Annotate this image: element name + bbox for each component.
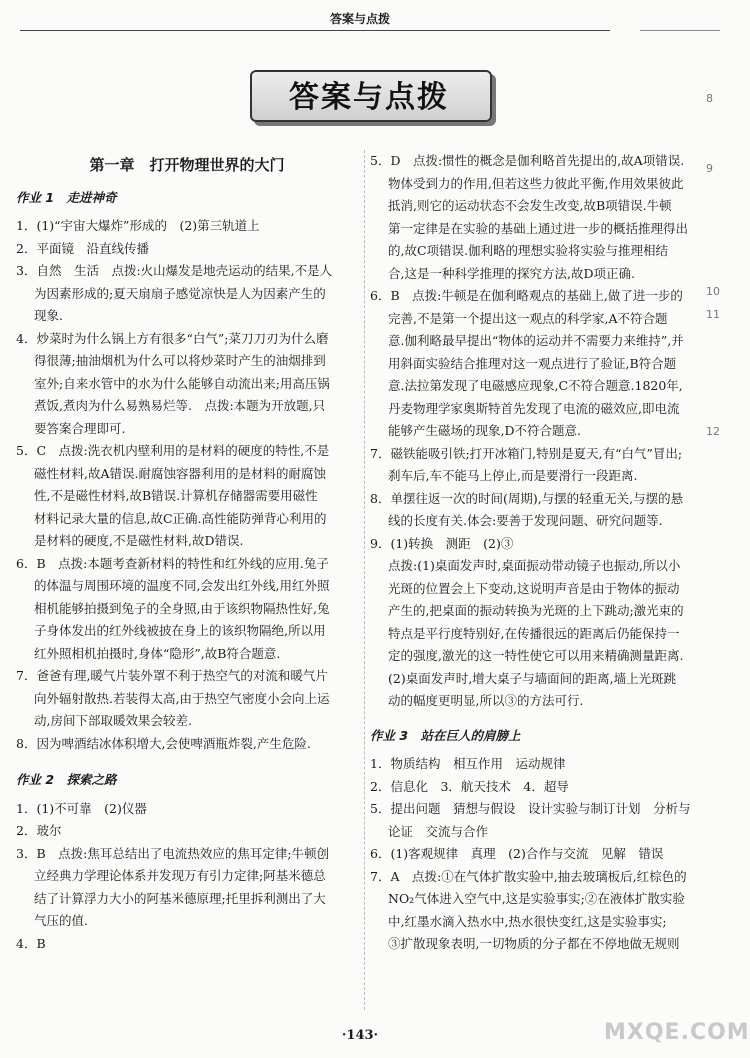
answer-line: 5．D 点拨:惯性的概念是伽利略首先提出的,故A项错误.: [370, 153, 685, 168]
answer-line: (2)桌面发声时,增大桌子与墙面间的距离,墙上光斑跳: [388, 670, 677, 686]
answer-line: 磁性材料,故A错误.耐腐蚀容器利用的是材料的耐腐蚀: [34, 465, 326, 481]
answer-line: 气压的值.: [34, 913, 88, 928]
answer-line: 为因素形成的;夏天扇扇子感觉凉快是人为因素产生的: [34, 285, 326, 301]
answer-line: 能够产生磁场的现象,D不符合题意.: [388, 423, 581, 438]
answer-line: 是材料的硬度,不是磁性材料,故D错误.: [34, 533, 244, 548]
edge-mark: 9: [706, 162, 713, 175]
page-number: ·143·: [341, 1028, 379, 1043]
answer-line: 论证 交流与合作: [388, 823, 489, 839]
answer-line: 煮饭,煮肉为什么易熟易烂等. 点拨:本题为开放题,只: [34, 398, 326, 413]
answer-line: 结了计算浮力大小的阿基米德原理;托里拆利测出了大: [34, 890, 326, 906]
answer-line: 7．爸爸有理,暖气片装外罩不利于热空气的对流和暖气片: [16, 668, 328, 683]
answer-line: 1．(1)不可靠 (2)仪器: [16, 800, 147, 816]
answer-line: 性,不是磁性材料,故B错误.计算机存储器需要用磁性: [34, 488, 318, 503]
right-column: [370, 150, 698, 956]
answer-line: 要答案合理即可.: [34, 420, 126, 436]
answer-line: 现象.: [34, 308, 63, 323]
answer-line: 的,故C项错误.伽利略的理想实验将实验与推理相结: [388, 243, 669, 258]
answer-line: 动的幅度更明显,所以③的方法可行.: [388, 693, 584, 708]
edge-mark: 10: [706, 285, 720, 298]
answer-line: 3．B 点拨:焦耳总结出了电流热效应的焦耳定律;牛顿创: [16, 845, 330, 861]
answer-line: 2．玻尔: [16, 823, 62, 838]
answer-line: 抵消,则它的运动状态不会发生改变,故B项错误.牛顿: [388, 198, 672, 213]
answer-line: 点拨:(1)桌面发声时,桌面振动带动镜子也振动,所以小: [388, 558, 681, 573]
answer-line: 3．自然 生活 点拨:火山爆发是地壳运动的结果,不是人: [16, 263, 333, 278]
answer-line: 用斜面实验结合推理对这一观点进行了验证,B符合题: [388, 355, 677, 371]
answer-line: 合,这是一种科学推理的探究方法,故D项正确.: [388, 265, 635, 281]
answer-line: 意.伽利略最早提出“物体的运动并不需要力来维持”,并: [388, 333, 684, 348]
answer-line: 线的长度有关.体会:要善于发现问题、研究问题等.: [388, 513, 663, 528]
answer-line: 7．A 点拨:①在气体扩散实验中,抽去玻璃板后,红棕色的: [370, 868, 687, 884]
answer-line: 意.法拉第发现了电磁感应现象,C不符合题意.1820年,: [388, 378, 683, 393]
homework-3-answers: [370, 753, 698, 956]
answer-line: 室外;自来水管中的水为什么能够自动流出来;用高压锅: [34, 375, 330, 391]
answer-line: 2．信息化 3．航天技术 4．超导: [370, 778, 569, 794]
answer-line: NO₂气体进入空气中,这是实验事实;②在液体扩散实验: [388, 891, 685, 906]
answer-line: 光斑的位置会上下变动,这说明声音是由于物体的振动: [388, 580, 680, 596]
answer-line: 7．磁铁能吸引铁;打开冰箱门,特别是夏天,有“白气”冒出;: [370, 445, 683, 461]
answer-line: 定的强度,激光的这一特性使它可以用来精确测量距离.: [388, 648, 684, 663]
answer-line: 1．(1)“宇宙大爆炸”形成的 (2)第三轨道上: [16, 218, 260, 233]
answer-line: 完善,不是第一个提出这一观点的科学家,A不符合题: [388, 310, 668, 326]
answer-line: 子身体发出的红外线被披在身上的该织物隔绝,所以用: [34, 623, 326, 638]
answer-line: 立经典力学理论体系并发现万有引力定律;阿基米德总: [34, 868, 326, 883]
edge-mark: 11: [706, 308, 720, 321]
homework-2-answers: [16, 798, 358, 956]
homework-1-heading: 作业 1 走进神奇: [16, 189, 117, 205]
homework-2-heading: 作业 2 探索之路: [16, 772, 117, 787]
answer-line: 5．提出问题 猜想与假设 设计实验与制订计划 分析与: [370, 801, 691, 816]
header-rule: [20, 30, 610, 31]
homework-1-answers: [16, 215, 358, 755]
header-rule-right: [640, 30, 720, 31]
answer-line: 6．B 点拨:牛顿是在伽利略观点的基础上,做了进一步的: [370, 288, 683, 303]
homework-3-heading: 作业 3 站在巨人的肩膀上: [370, 727, 521, 743]
answer-line: 特点是平行度特别好,在传播很远的距离后仍能保持一: [388, 625, 680, 641]
answer-line: 材料记录大量的信息,故C正确.高性能防弹背心利用的: [34, 510, 327, 526]
answer-line: 丹麦物理学家奥斯特首先发现了电流的磁效应,即电流: [388, 400, 680, 416]
answer-line: 物体受到力的作用,但若这些力彼此平衡,作用效果彼此: [388, 175, 684, 191]
answer-line: 第一定律是在实验的基础上通过进一步的概括推理得出: [388, 220, 689, 236]
answer-line: 1．物质结构 相互作用 运动规律: [370, 756, 566, 771]
answer-line: 中,红墨水滴入热水中,热水很快变红,这是实验事实;: [388, 913, 667, 929]
answer-line: 相机能够拍摄到兔子的全身照,由于该织物隔热性好,兔: [34, 600, 330, 616]
answer-line: 产生的,把桌面的振动转换为光斑的上下跳动;激光束的: [388, 603, 684, 618]
answer-line: 6．(1)客观规律 真理 (2)合作与交流 见解 错误: [370, 846, 664, 861]
answer-line: 5．C 点拨:洗衣机内壁利用的是材料的硬度的特性,不是: [16, 443, 330, 458]
running-head: 答案与点拨: [329, 12, 390, 26]
answer-line: ③扩散现象表明,一切物质的分子都在不停地做无规则: [388, 936, 680, 951]
title-banner: 答案与点拨: [289, 80, 449, 115]
answer-line: 得很薄;抽油烟机为什么可以将炒菜时产生的油烟排到: [34, 353, 326, 368]
left-column: [16, 150, 358, 955]
watermark: MXQE.COM: [604, 1020, 750, 1045]
edge-mark: 12: [706, 425, 720, 438]
answer-line: 红外照相机拍摄时,身体“隐形”,故B符合题意.: [34, 645, 281, 661]
answer-line: 2．平面镜 沿直线传播: [16, 240, 149, 256]
answer-line: 向外辐射散热.若装得太高,由于热空气密度小会向上运: [34, 690, 330, 706]
answer-line: 4．炒菜时为什么锅上方有很多“白气”;菜刀刀刃为什么磨: [16, 330, 329, 346]
answer-line: 8．因为啤酒结冰体积增大,会使啤酒瓶炸裂,产生危险.: [16, 735, 311, 751]
column-divider: [364, 150, 365, 1010]
answer-line: 4．B: [16, 935, 46, 951]
chapter-title: 第一章 打开物理世界的大门: [89, 156, 285, 174]
answer-line: 9．(1)转换 测距 (2)③: [370, 535, 514, 551]
edge-mark: 8: [706, 92, 713, 105]
answer-line: 动,房间下部取暖效果会较差.: [34, 713, 192, 728]
answer-line: 6．B 点拨:本题考查新材料的特性和红外线的应用.兔子: [16, 555, 329, 571]
answer-line: 刹车后,车不能马上停止,而是要滑行一段距离.: [388, 468, 638, 483]
homework-2-answers-cont: [370, 150, 698, 713]
answer-line: 的体温与周围环境的温度不同,会发出红外线,用红外照: [34, 578, 330, 593]
answer-line: 8．单摆往返一次的时间(周期),与摆的轻重无关,与摆的悬: [370, 490, 684, 506]
